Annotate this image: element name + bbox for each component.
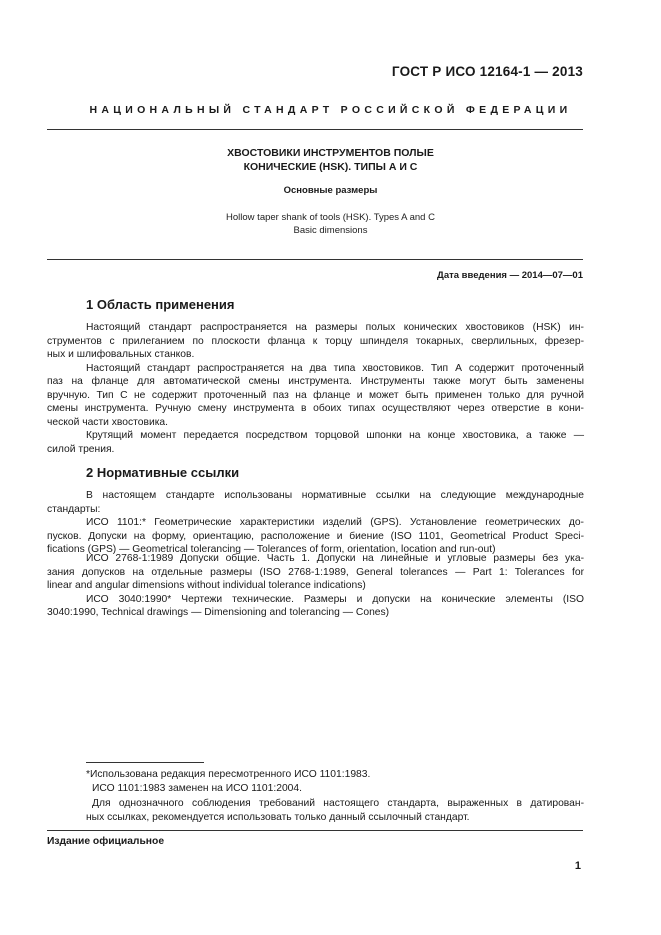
footnote-1: *Использована редакция пересмотренного ИСО 1101:1983. (86, 769, 371, 780)
s1-p3-line2: силой трения. (47, 443, 115, 455)
s2-p3-line1: ИСО 2768-1:1989 Допуски общие. Часть 1. Допуски на линейные и угловые размеры без ука- (86, 553, 584, 564)
footnote-3-line2: ных ссылках, рекомендуется использовать только данный ссылочный стандарт. (86, 812, 470, 823)
footnote-3-line1: Для однозначного соблюдения требований настоящего стандарта, выраженных в датирован- (92, 798, 584, 809)
title-ru-line2: КОНИЧЕСКИЕ (HSK). ТИПЫ А И С (243, 161, 418, 173)
s2-p3-line2: зания допусков на отдельные размеры (ISO 2768-1:1989, General tolerances — Part 1: Tolerances for (47, 566, 584, 578)
title-en-line2: Basic dimensions (293, 225, 368, 236)
s2-p2-line2: пусков. Допуски на форму, ориентацию, расположение и биение (ISO 1101, Geometrical Product Speci- (47, 530, 584, 542)
s1-p3-line1: Крутящий момент передается посредством торцовой шпонки на конце хвостовика, а также — (86, 430, 584, 441)
national-standard-banner: НАЦИОНАЛЬНЫЙ СТАНДАРТ РОССИЙСКОЙ ФЕДЕРАЦИИ (89, 104, 572, 116)
s1-p1-line2: струментов с прилеганием по плоскости фланца к торцу шпинделя токарных, сверлильных, фрезер- (47, 335, 584, 347)
official-edition-label: Издание официальное (47, 836, 165, 847)
document-code: ГОСТ Р ИСО 12164-1 — 2013 (391, 64, 583, 79)
s1-p2-line2: паз на фланце для автоматической смены инструмента. Инструменты также могут быть заменены (47, 376, 584, 387)
s1-p2-line3: вручную. Тип С не содержит проточенный паз на фланце и может быть применен только для ручной (47, 389, 584, 401)
s2-p1-line1: В настоящем стандарте использованы нормативные ссылки на следующие международные (86, 490, 584, 501)
effective-date: Дата введения — 2014—07—01 (437, 270, 583, 281)
title-divider (47, 259, 583, 260)
section-1-heading: 1 Область применения (86, 297, 235, 312)
footnote-divider (86, 762, 204, 763)
title-en-line1: Hollow taper shank of tools (HSK). Types A and C (226, 212, 435, 223)
s2-p4-line1: ИСО 3040:1990* Чертежи технические. Размеры и допуски на конические элементы (ISO (86, 593, 584, 605)
footer-divider (47, 830, 583, 831)
s1-p2-line4: смены инструмента. Ручную смену инструмента в обоих типах осуществляют через отверстие в кони- (47, 403, 584, 414)
s1-p2-line1: Настоящий стандарт распространяется на два типа хвостовиков. Тип А содержит проточенный (86, 362, 584, 374)
header-divider (47, 129, 583, 130)
s2-p2-line3: fications (GPS) — Geometrical tolerancing — Tolerances of form, orientation, location and run-out) (47, 544, 496, 555)
footnote-2: ИСО 1101:1983 заменен на ИСО 1101:2004. (92, 783, 302, 794)
s2-p1-line2: стандарты: (47, 503, 101, 515)
page-number: 1 (574, 860, 581, 872)
section-2-heading: 2 Нормативные ссылки (86, 465, 240, 480)
s2-p3-line3: linear and angular dimensions without individual tolerance indications) (47, 580, 366, 591)
s2-p2-line1: ИСО 1101:* Геометрические характеристики изделий (GPS). Установление геометрических до- (86, 517, 584, 528)
subtitle-ru: Основные размеры (283, 185, 378, 196)
s2-p4-line2: 3040:1990, Technical drawings — Dimensioning and tolerancing — Cones) (47, 607, 390, 618)
s1-p1-line3: ных и шлифовальных станков. (47, 349, 195, 360)
s1-p1-line1: Настоящий стандарт распространяется на размеры полых конических хвостовиков (HSK) ин- (86, 322, 584, 333)
s1-p2-line5: ческой части хвостовика. (47, 416, 169, 428)
title-ru-line1: ХВОСТОВИКИ ИНСТРУМЕНТОВ ПОЛЫЕ (227, 147, 434, 159)
